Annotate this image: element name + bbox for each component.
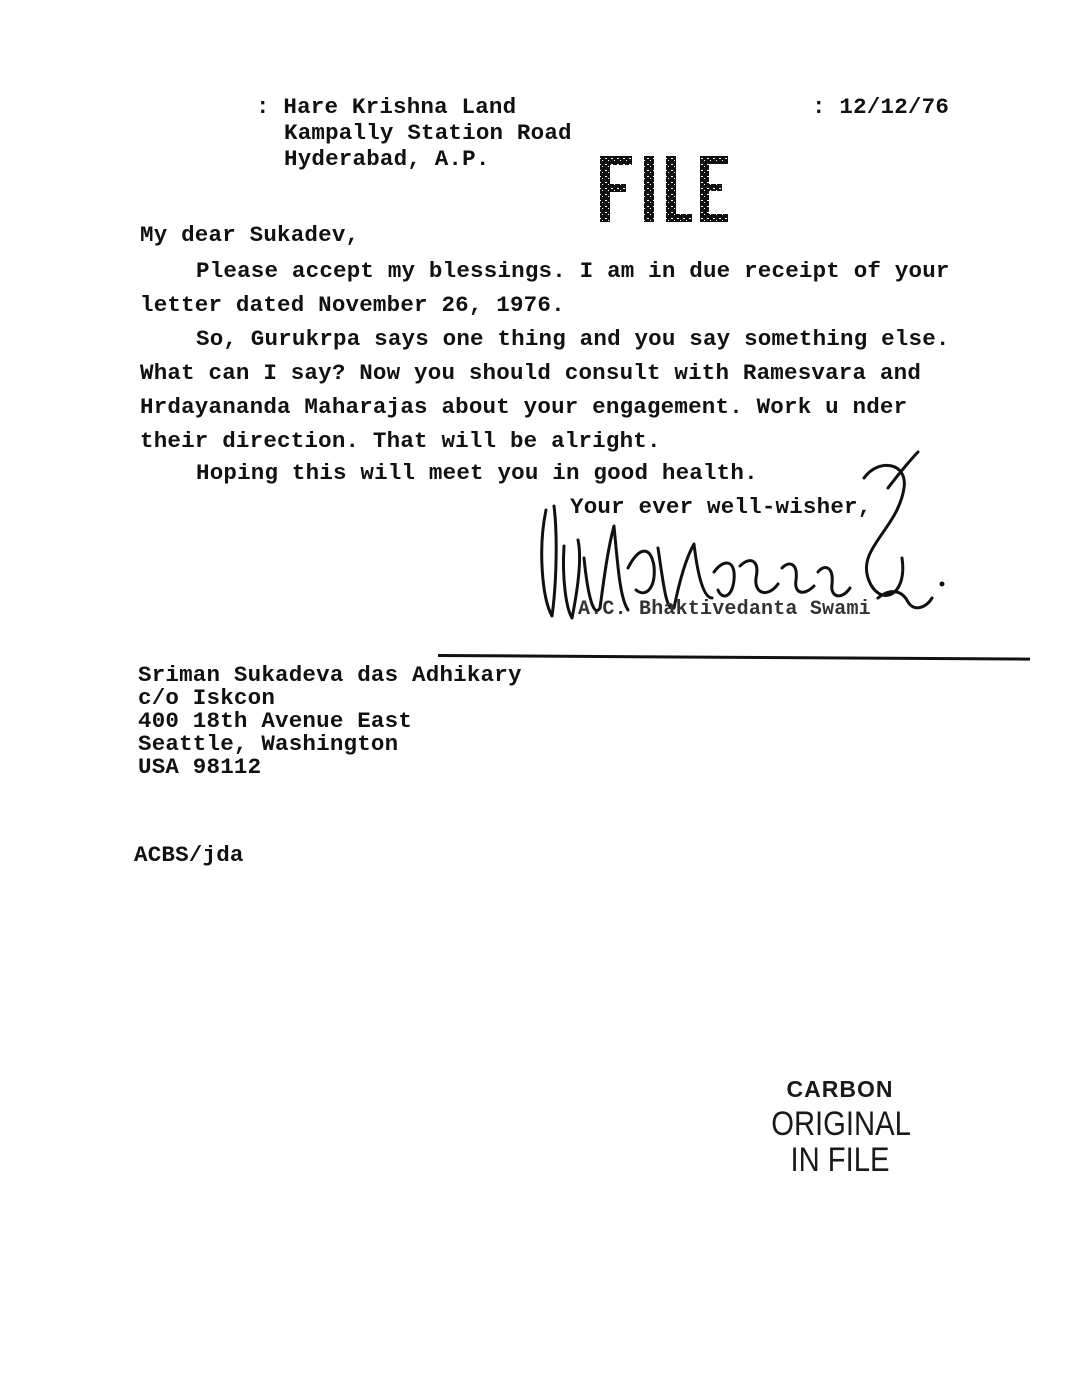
reference-initials: ACBS/jda: [134, 842, 244, 868]
file-stamp-graphic: [592, 150, 732, 230]
address-line: Kampally Station Road: [284, 120, 572, 146]
letter-date: : 12/12/76: [812, 94, 950, 120]
carbon-stamp-line: IN FILE: [790, 1141, 890, 1179]
paragraph-line: letter dated November 26, 1976.: [140, 292, 565, 318]
recipient-address: [138, 664, 522, 779]
paragraph: [140, 254, 990, 322]
closing: Your ever well-wisher,: [570, 494, 872, 520]
recipient-line: Sriman Sukadeva das Adhikary: [138, 662, 522, 688]
divider-line: [438, 654, 1030, 661]
paragraph-line: Hrdayananda Maharajas about your engagement. Work u nder: [140, 394, 908, 420]
carbon-stamp-line: CARBON: [786, 1076, 894, 1102]
recipient-line: Seattle, Washington: [138, 731, 399, 757]
address-line: : Hare Krishna Land: [256, 94, 517, 120]
file-stamp: [592, 150, 732, 235]
paragraph-line: their direction. That will be alright.: [140, 428, 661, 454]
paragraph: [140, 322, 990, 458]
paragraph-line: Please accept my blessings. I am in due receipt of your: [196, 258, 950, 284]
paragraph-line: Hoping this will meet you in good health.: [196, 460, 758, 486]
paragraph-line: So, Gurukrpa says one thing and you say something else.: [196, 326, 950, 352]
sender-address: [256, 94, 572, 172]
recipient-line: c/o Iskcon: [138, 685, 276, 711]
recipient-line: USA 98112: [138, 754, 262, 780]
recipient-line: 400 18th Avenue East: [138, 708, 413, 734]
paragraph-line: What can I say? Now you should consult with Ramesvara and: [140, 360, 922, 386]
carbon-stamp: [760, 1072, 920, 1178]
address-line: Hyderabad, A.P.: [284, 146, 490, 172]
salutation: My dear Sukadev,: [140, 222, 360, 248]
carbon-stamp-line: ORIGINAL: [771, 1105, 911, 1143]
typed-name: A.C. Bhaktivedanta Swami: [578, 598, 871, 621]
